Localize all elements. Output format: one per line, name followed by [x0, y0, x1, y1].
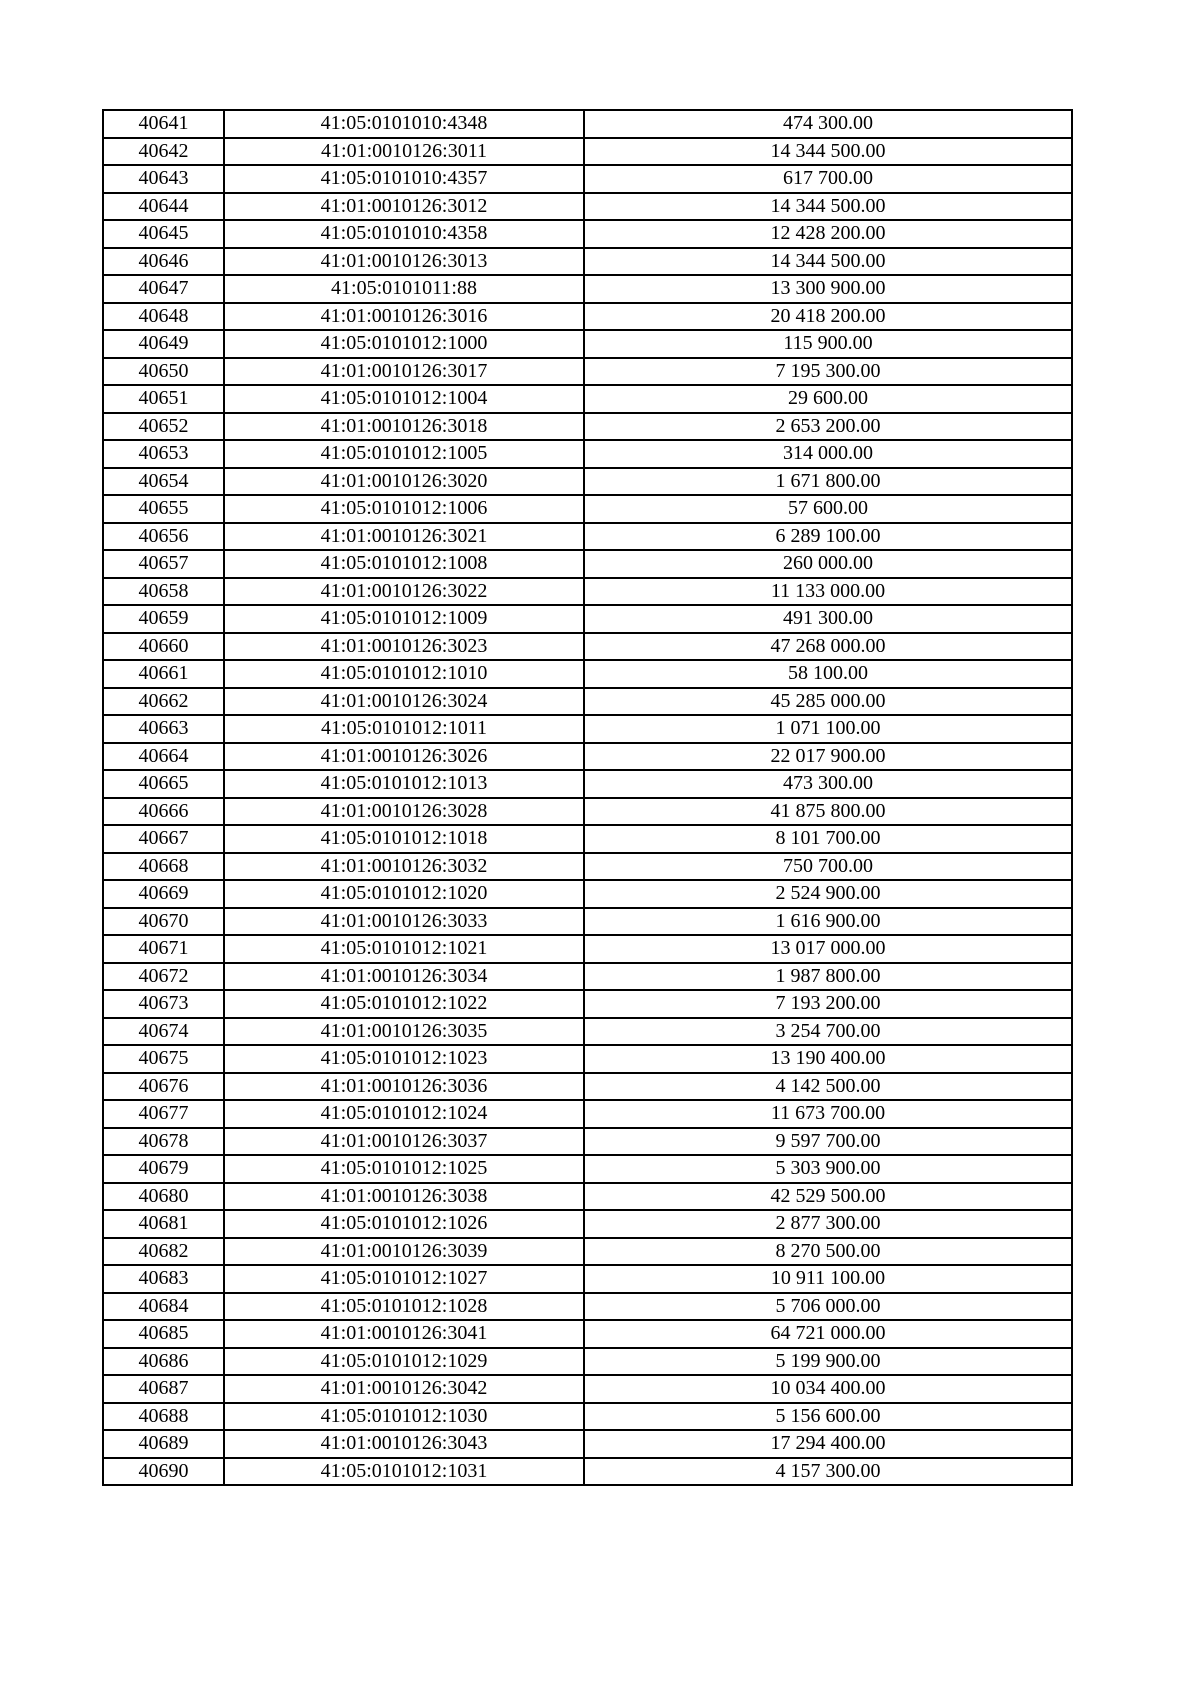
cadastral-number-cell: 41:01:0010126:3042: [224, 1375, 584, 1403]
cadastral-number-cell: 41:05:0101012:1005: [224, 440, 584, 468]
row-number-cell: 40671: [103, 935, 224, 963]
row-number-cell: 40659: [103, 605, 224, 633]
row-number-cell: 40654: [103, 468, 224, 496]
cadastral-value-cell: 13 017 000.00: [584, 935, 1072, 963]
cadastral-value-table: [102, 109, 1073, 1486]
cadastral-number-cell: 41:01:0010126:3034: [224, 963, 584, 991]
table-row: [103, 1403, 1072, 1431]
cadastral-value-cell: 2 877 300.00: [584, 1210, 1072, 1238]
cadastral-number-cell: 41:05:0101012:1024: [224, 1100, 584, 1128]
row-number-cell: 40669: [103, 880, 224, 908]
cadastral-number-cell: 41:05:0101010:4348: [224, 110, 584, 138]
table-row: [103, 468, 1072, 496]
row-number-cell: 40685: [103, 1320, 224, 1348]
cadastral-value-cell: 474 300.00: [584, 110, 1072, 138]
cadastral-number-cell: 41:01:0010126:3039: [224, 1238, 584, 1266]
cadastral-number-cell: 41:01:0010126:3036: [224, 1073, 584, 1101]
cadastral-value-cell: 12 428 200.00: [584, 220, 1072, 248]
table-row: [103, 633, 1072, 661]
cadastral-value-cell: 47 268 000.00: [584, 633, 1072, 661]
row-number-cell: 40688: [103, 1403, 224, 1431]
cadastral-value-cell: 5 706 000.00: [584, 1293, 1072, 1321]
cadastral-value-cell: 750 700.00: [584, 853, 1072, 881]
row-number-cell: 40655: [103, 495, 224, 523]
table-row: [103, 385, 1072, 413]
cadastral-value-cell: 13 190 400.00: [584, 1045, 1072, 1073]
table-row: [103, 1320, 1072, 1348]
cadastral-number-cell: 41:01:0010126:3024: [224, 688, 584, 716]
cadastral-number-cell: 41:05:0101012:1011: [224, 715, 584, 743]
cadastral-number-cell: 41:01:0010126:3026: [224, 743, 584, 771]
cadastral-value-cell: 1 071 100.00: [584, 715, 1072, 743]
cadastral-number-cell: 41:01:0010126:3011: [224, 138, 584, 166]
row-number-cell: 40653: [103, 440, 224, 468]
cadastral-value-cell: 22 017 900.00: [584, 743, 1072, 771]
table-row: [103, 1430, 1072, 1458]
cadastral-number-cell: 41:01:0010126:3023: [224, 633, 584, 661]
cadastral-value-cell: 42 529 500.00: [584, 1183, 1072, 1211]
table-row: [103, 1100, 1072, 1128]
cadastral-value-cell: 17 294 400.00: [584, 1430, 1072, 1458]
cadastral-number-cell: 41:01:0010126:3033: [224, 908, 584, 936]
table-row: [103, 550, 1072, 578]
cadastral-number-cell: 41:05:0101012:1026: [224, 1210, 584, 1238]
table-row: [103, 413, 1072, 441]
cadastral-value-cell: 2 524 900.00: [584, 880, 1072, 908]
row-number-cell: 40680: [103, 1183, 224, 1211]
cadastral-number-cell: 41:01:0010126:3021: [224, 523, 584, 551]
row-number-cell: 40683: [103, 1265, 224, 1293]
cadastral-value-cell: 314 000.00: [584, 440, 1072, 468]
row-number-cell: 40662: [103, 688, 224, 716]
row-number-cell: 40666: [103, 798, 224, 826]
cadastral-number-cell: 41:05:0101012:1023: [224, 1045, 584, 1073]
cadastral-number-cell: 41:05:0101012:1029: [224, 1348, 584, 1376]
table-row: [103, 688, 1072, 716]
cadastral-value-cell: 8 270 500.00: [584, 1238, 1072, 1266]
row-number-cell: 40686: [103, 1348, 224, 1376]
row-number-cell: 40642: [103, 138, 224, 166]
cadastral-number-cell: 41:01:0010126:3028: [224, 798, 584, 826]
cadastral-value-cell: 58 100.00: [584, 660, 1072, 688]
row-number-cell: 40663: [103, 715, 224, 743]
cadastral-value-cell: 57 600.00: [584, 495, 1072, 523]
cadastral-number-cell: 41:05:0101010:4357: [224, 165, 584, 193]
cadastral-number-cell: 41:05:0101012:1028: [224, 1293, 584, 1321]
cadastral-number-cell: 41:05:0101012:1020: [224, 880, 584, 908]
table-row: [103, 1238, 1072, 1266]
cadastral-value-cell: 14 344 500.00: [584, 193, 1072, 221]
cadastral-value-cell: 8 101 700.00: [584, 825, 1072, 853]
row-number-cell: 40649: [103, 330, 224, 358]
cadastral-number-cell: 41:01:0010126:3018: [224, 413, 584, 441]
table-row: [103, 1293, 1072, 1321]
table-row: [103, 1375, 1072, 1403]
cadastral-value-cell: 9 597 700.00: [584, 1128, 1072, 1156]
row-number-cell: 40646: [103, 248, 224, 276]
cadastral-value-cell: 491 300.00: [584, 605, 1072, 633]
table-row: [103, 908, 1072, 936]
row-number-cell: 40643: [103, 165, 224, 193]
cadastral-value-cell: 64 721 000.00: [584, 1320, 1072, 1348]
cadastral-number-cell: 41:01:0010126:3013: [224, 248, 584, 276]
table-row: [103, 770, 1072, 798]
table-row: [103, 1045, 1072, 1073]
row-number-cell: 40677: [103, 1100, 224, 1128]
row-number-cell: 40665: [103, 770, 224, 798]
cadastral-value-cell: 14 344 500.00: [584, 248, 1072, 276]
cadastral-value-cell: 14 344 500.00: [584, 138, 1072, 166]
row-number-cell: 40687: [103, 1375, 224, 1403]
table-row: [103, 1210, 1072, 1238]
row-number-cell: 40645: [103, 220, 224, 248]
table-row: [103, 523, 1072, 551]
cadastral-number-cell: 41:05:0101012:1027: [224, 1265, 584, 1293]
cadastral-value-cell: 7 195 300.00: [584, 358, 1072, 386]
row-number-cell: 40667: [103, 825, 224, 853]
table-row: [103, 1073, 1072, 1101]
table-row: [103, 138, 1072, 166]
cadastral-number-cell: 41:01:0010126:3020: [224, 468, 584, 496]
row-number-cell: 40674: [103, 1018, 224, 1046]
cadastral-number-cell: 41:05:0101011:88: [224, 275, 584, 303]
table-row: [103, 880, 1072, 908]
cadastral-number-cell: 41:05:0101012:1030: [224, 1403, 584, 1431]
table-row: [103, 1018, 1072, 1046]
row-number-cell: 40656: [103, 523, 224, 551]
cadastral-value-cell: 3 254 700.00: [584, 1018, 1072, 1046]
table-row: [103, 165, 1072, 193]
row-number-cell: 40658: [103, 578, 224, 606]
table-row: [103, 825, 1072, 853]
row-number-cell: 40652: [103, 413, 224, 441]
cadastral-number-cell: 41:01:0010126:3032: [224, 853, 584, 881]
table-row: [103, 1155, 1072, 1183]
cadastral-number-cell: 41:05:0101012:1018: [224, 825, 584, 853]
table-row: [103, 1128, 1072, 1156]
row-number-cell: 40641: [103, 110, 224, 138]
row-number-cell: 40675: [103, 1045, 224, 1073]
table-row: [103, 605, 1072, 633]
table-row: [103, 963, 1072, 991]
table-row: [103, 248, 1072, 276]
table-row: [103, 578, 1072, 606]
row-number-cell: 40664: [103, 743, 224, 771]
cadastral-value-cell: 11 673 700.00: [584, 1100, 1072, 1128]
cadastral-value-cell: 473 300.00: [584, 770, 1072, 798]
cadastral-number-cell: 41:01:0010126:3037: [224, 1128, 584, 1156]
row-number-cell: 40681: [103, 1210, 224, 1238]
row-number-cell: 40689: [103, 1430, 224, 1458]
cadastral-number-cell: 41:01:0010126:3022: [224, 578, 584, 606]
cadastral-value-cell: 13 300 900.00: [584, 275, 1072, 303]
table-row: [103, 853, 1072, 881]
row-number-cell: 40657: [103, 550, 224, 578]
row-number-cell: 40678: [103, 1128, 224, 1156]
cadastral-number-cell: 41:01:0010126:3035: [224, 1018, 584, 1046]
row-number-cell: 40661: [103, 660, 224, 688]
table-row: [103, 1458, 1072, 1486]
cadastral-number-cell: 41:05:0101012:1031: [224, 1458, 584, 1486]
row-number-cell: 40647: [103, 275, 224, 303]
row-number-cell: 40670: [103, 908, 224, 936]
table-row: [103, 1183, 1072, 1211]
row-number-cell: 40660: [103, 633, 224, 661]
cadastral-number-cell: 41:01:0010126:3012: [224, 193, 584, 221]
cadastral-value-cell: 2 653 200.00: [584, 413, 1072, 441]
cadastral-value-cell: 5 303 900.00: [584, 1155, 1072, 1183]
table-row: [103, 358, 1072, 386]
cadastral-value-cell: 260 000.00: [584, 550, 1072, 578]
cadastral-value-cell: 6 289 100.00: [584, 523, 1072, 551]
cadastral-number-cell: 41:01:0010126:3038: [224, 1183, 584, 1211]
cadastral-number-cell: 41:05:0101012:1022: [224, 990, 584, 1018]
cadastral-value-cell: 115 900.00: [584, 330, 1072, 358]
cadastral-value-cell: 4 157 300.00: [584, 1458, 1072, 1486]
cadastral-value-cell: 10 911 100.00: [584, 1265, 1072, 1293]
table-row: [103, 990, 1072, 1018]
cadastral-value-cell: 617 700.00: [584, 165, 1072, 193]
cadastral-number-cell: 41:01:0010126:3041: [224, 1320, 584, 1348]
cadastral-number-cell: 41:05:0101012:1021: [224, 935, 584, 963]
cadastral-value-cell: 1 671 800.00: [584, 468, 1072, 496]
cadastral-value-cell: 41 875 800.00: [584, 798, 1072, 826]
cadastral-value-cell: 5 156 600.00: [584, 1403, 1072, 1431]
cadastral-number-cell: 41:05:0101012:1013: [224, 770, 584, 798]
cadastral-value-cell: 4 142 500.00: [584, 1073, 1072, 1101]
table-row: [103, 715, 1072, 743]
table-body: [103, 110, 1072, 1485]
table-row: [103, 275, 1072, 303]
row-number-cell: 40644: [103, 193, 224, 221]
cadastral-number-cell: 41:01:0010126:3016: [224, 303, 584, 331]
table-row: [103, 1265, 1072, 1293]
row-number-cell: 40684: [103, 1293, 224, 1321]
table-row: [103, 660, 1072, 688]
row-number-cell: 40676: [103, 1073, 224, 1101]
cadastral-number-cell: 41:01:0010126:3017: [224, 358, 584, 386]
row-number-cell: 40648: [103, 303, 224, 331]
table-row: [103, 330, 1072, 358]
cadastral-number-cell: 41:05:0101012:1004: [224, 385, 584, 413]
cadastral-number-cell: 41:05:0101012:1009: [224, 605, 584, 633]
cadastral-value-cell: 7 193 200.00: [584, 990, 1072, 1018]
row-number-cell: 40673: [103, 990, 224, 1018]
cadastral-number-cell: 41:05:0101012:1000: [224, 330, 584, 358]
row-number-cell: 40682: [103, 1238, 224, 1266]
cadastral-value-cell: 45 285 000.00: [584, 688, 1072, 716]
cadastral-value-cell: 29 600.00: [584, 385, 1072, 413]
row-number-cell: 40690: [103, 1458, 224, 1486]
row-number-cell: 40668: [103, 853, 224, 881]
cadastral-number-cell: 41:01:0010126:3043: [224, 1430, 584, 1458]
cadastral-value-cell: 1 987 800.00: [584, 963, 1072, 991]
table-row: [103, 798, 1072, 826]
cadastral-number-cell: 41:05:0101012:1006: [224, 495, 584, 523]
cadastral-value-cell: 11 133 000.00: [584, 578, 1072, 606]
table-row: [103, 1348, 1072, 1376]
row-number-cell: 40650: [103, 358, 224, 386]
table-row: [103, 220, 1072, 248]
row-number-cell: 40651: [103, 385, 224, 413]
cadastral-value-cell: 20 418 200.00: [584, 303, 1072, 331]
cadastral-number-cell: 41:05:0101012:1010: [224, 660, 584, 688]
table-row: [103, 193, 1072, 221]
table-row: [103, 495, 1072, 523]
table-row: [103, 303, 1072, 331]
table-row: [103, 935, 1072, 963]
cadastral-value-cell: 10 034 400.00: [584, 1375, 1072, 1403]
table-row: [103, 743, 1072, 771]
cadastral-value-cell: 5 199 900.00: [584, 1348, 1072, 1376]
row-number-cell: 40679: [103, 1155, 224, 1183]
cadastral-number-cell: 41:05:0101012:1008: [224, 550, 584, 578]
table-row: [103, 110, 1072, 138]
table-row: [103, 440, 1072, 468]
cadastral-value-cell: 1 616 900.00: [584, 908, 1072, 936]
cadastral-number-cell: 41:05:0101010:4358: [224, 220, 584, 248]
row-number-cell: 40672: [103, 963, 224, 991]
cadastral-number-cell: 41:05:0101012:1025: [224, 1155, 584, 1183]
